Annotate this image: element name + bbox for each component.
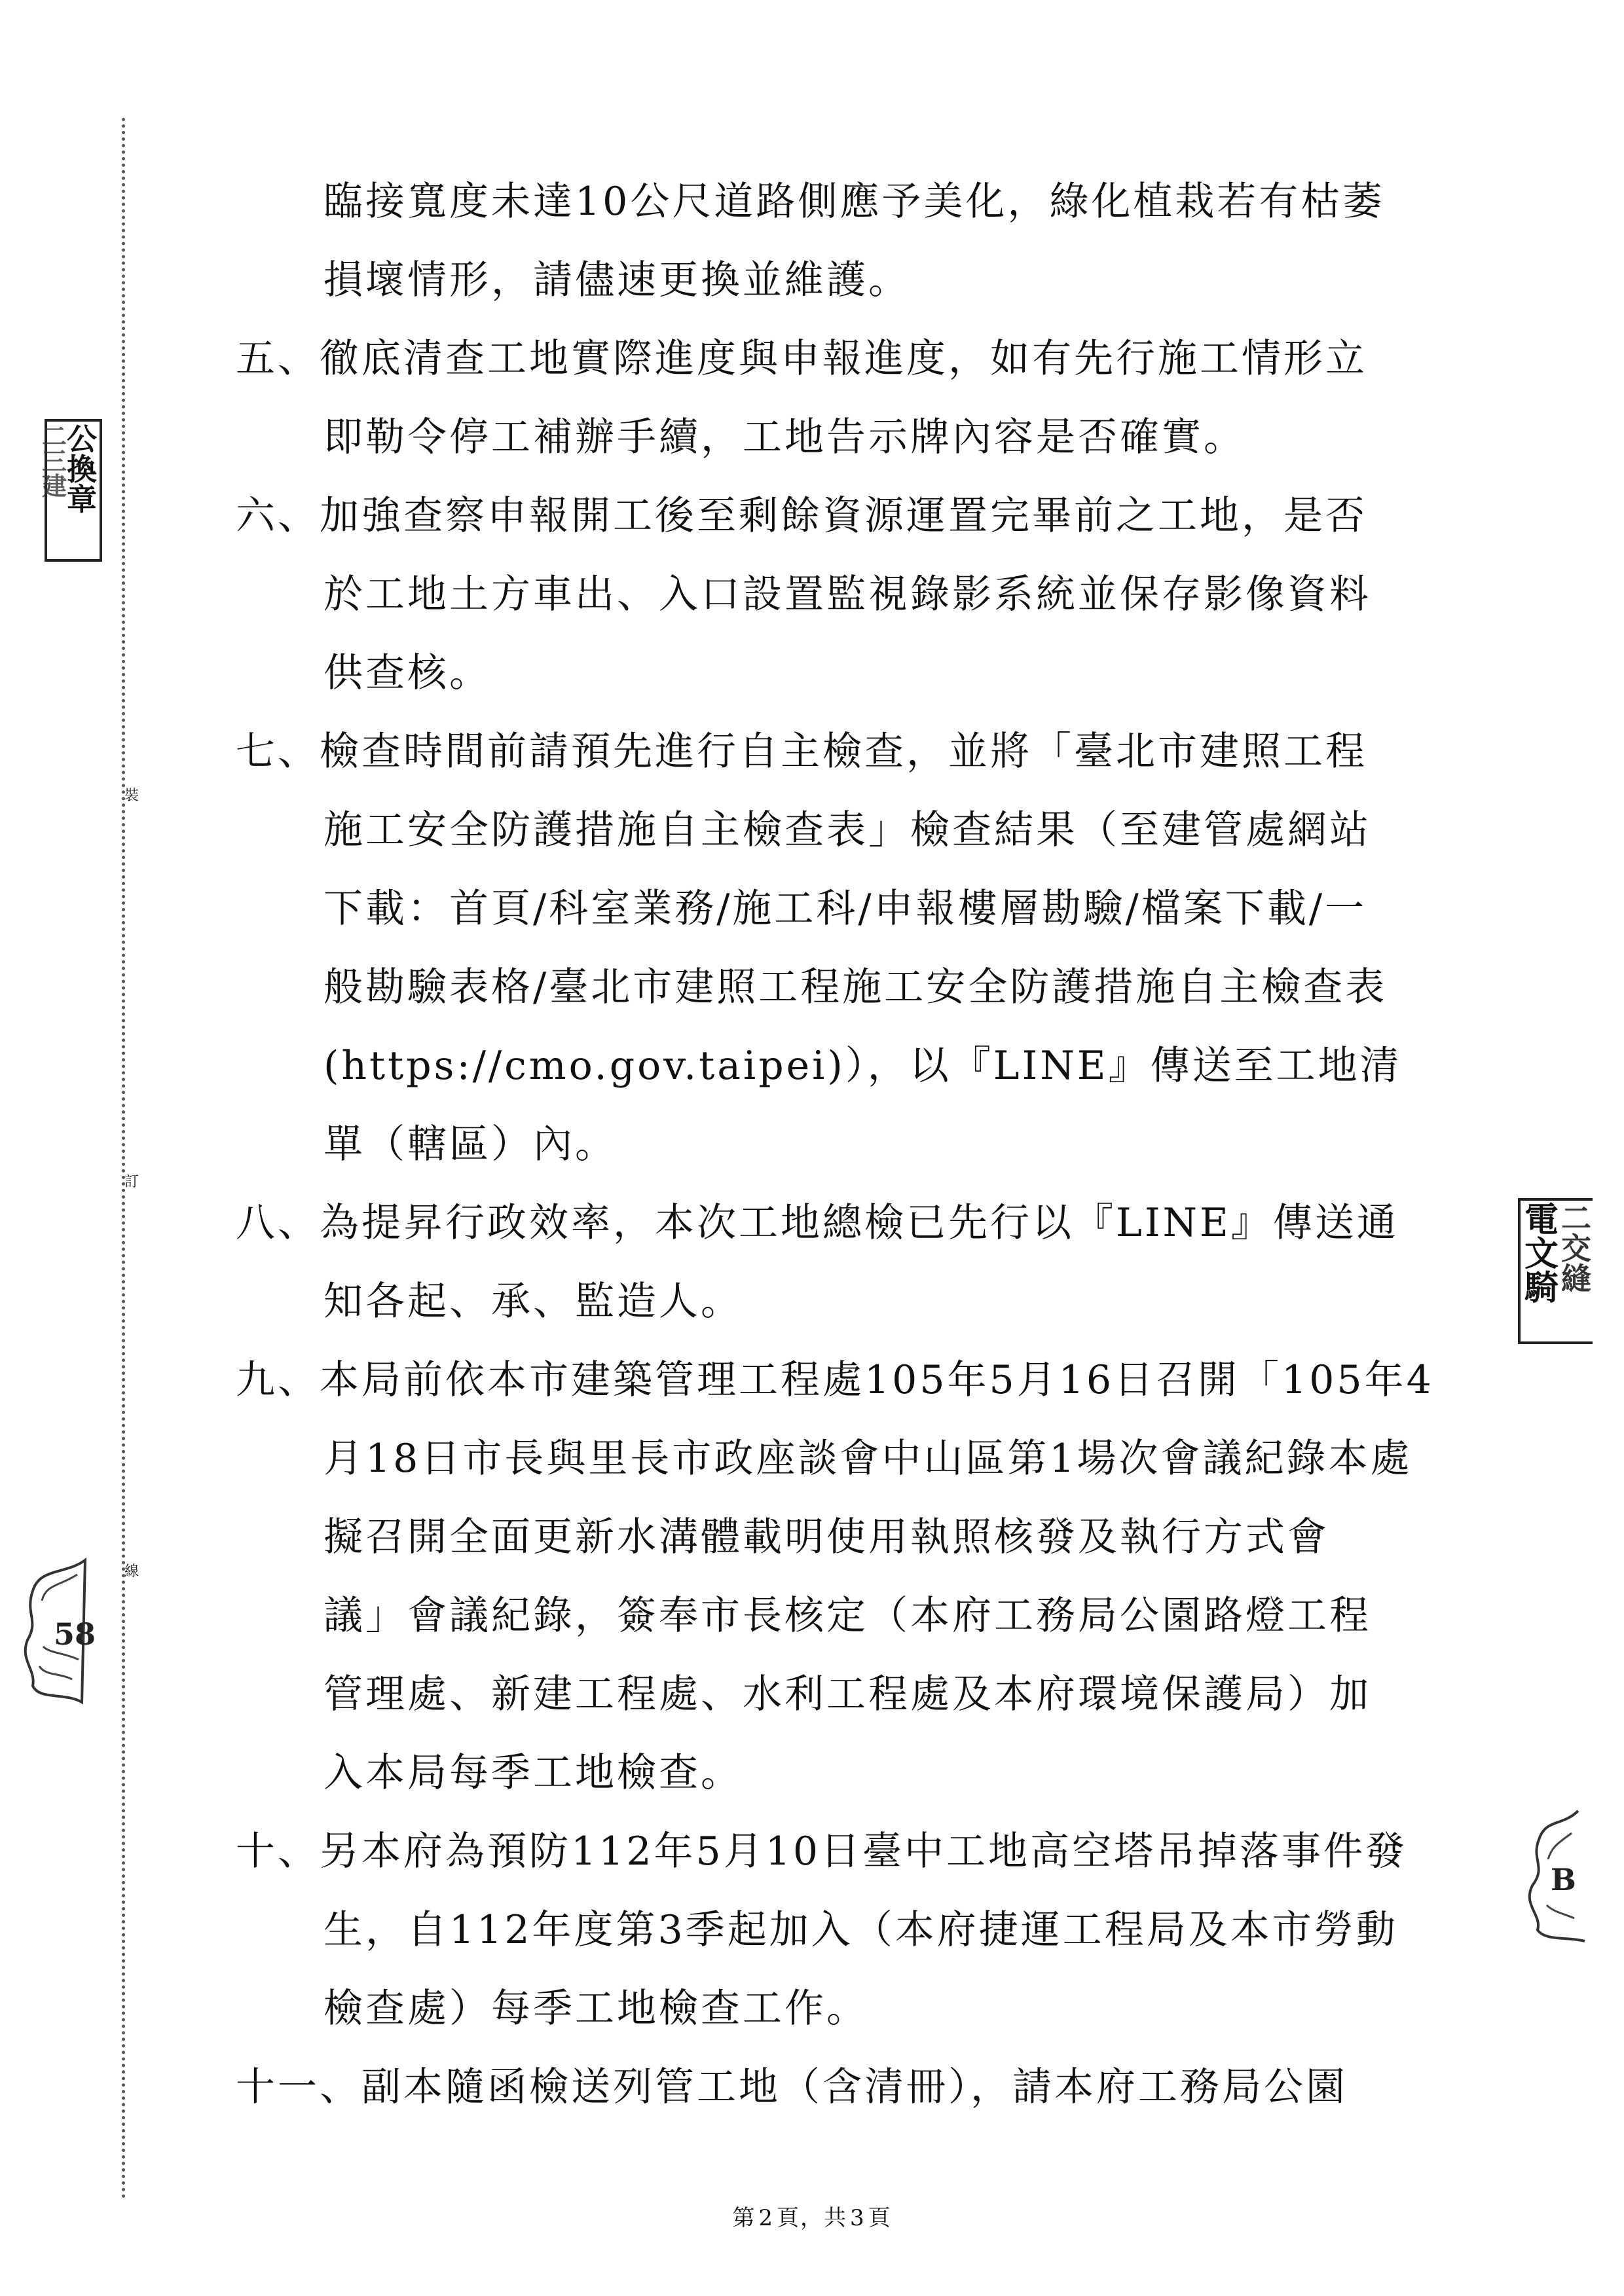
numbered-item-line: 九、本局前依本市建築管理工程處105年5月16日召開「105年4 bbox=[236, 1357, 1434, 1403]
continuation-line: 損壞情形，請儘速更換並維護。 bbox=[323, 257, 910, 303]
binding-mark-ding: 訂 bbox=[124, 1174, 139, 1190]
continuation-line: 即勒令停工補辦手續，工地告示牌內容是否確實。 bbox=[323, 414, 1246, 460]
stamp-right-partial-text: 二交縫 bbox=[1561, 1201, 1591, 1296]
numbered-item-line: 五、徹底清查工地實際進度與申報進度，如有先行施工情形立 bbox=[236, 336, 1367, 382]
continuation-line: 供查核。 bbox=[323, 650, 491, 696]
binding-mark-zhuang: 裝 bbox=[124, 788, 139, 804]
seal-right-letter: B bbox=[1551, 1862, 1576, 1897]
page-seal-left-icon bbox=[20, 1555, 105, 1705]
seal-stamp-right bbox=[1518, 1198, 1593, 1344]
numbered-item-line: 十、另本府為預防112年5月10日臺中工地高空塔吊掉落事件發 bbox=[236, 1829, 1408, 1874]
continuation-line: 議」會議紀錄，簽奉市長核定（本府工務局公園路燈工程 bbox=[323, 1593, 1371, 1639]
stamp-right-text: 電文騎 bbox=[1524, 1200, 1559, 1308]
continuation-line: 生，自112年度第3季起加入（本府捷運工程局及本市勞動 bbox=[323, 1907, 1398, 1953]
binding-mark-xian: 線 bbox=[124, 1563, 139, 1580]
continuation-line: (https://cmo.gov.taipei)），以『LINE』傳送至工地清 bbox=[323, 1043, 1402, 1089]
page-footer bbox=[0, 2205, 1624, 2231]
numbered-item-line: 十一、副本隨函檢送列管工地（含清冊），請本府工務局公園 bbox=[236, 2064, 1348, 2110]
numbered-item-line: 六、加強查察申報開工後至剩餘資源運置完畢前之工地，是否 bbox=[236, 493, 1367, 539]
page-number: 2 bbox=[758, 2205, 774, 2231]
seal-stamp-left bbox=[42, 419, 102, 562]
page-prefix: 第 bbox=[732, 2205, 756, 2231]
continuation-line: 知各起、承、監造人。 bbox=[323, 1279, 743, 1324]
continuation-line: 管理處、新建工程處、水利工程處及本府環境保護局）加 bbox=[323, 1671, 1371, 1717]
continuation-line: 入本局每季工地檢查。 bbox=[323, 1750, 743, 1796]
stamp-left-text: 公換章 bbox=[67, 422, 97, 517]
continuation-line: 單（轄區）內。 bbox=[323, 1121, 617, 1167]
numbered-item-line: 八、為提昇行政效率，本次工地總檢已先行以『LINE』傳送通 bbox=[236, 1200, 1399, 1246]
continuation-line: 臨接寬度未達10公尺道路側應予美化，綠化植栽若有枯萎 bbox=[323, 179, 1385, 225]
seal-left-number: 58 bbox=[54, 1616, 96, 1652]
numbered-item-line: 七、檢查時間前請預先進行自主檢查，並將「臺北市建照工程 bbox=[236, 729, 1367, 774]
page-suffix: 頁 bbox=[868, 2205, 892, 2231]
continuation-line: 擬召開全面更新水溝體載明使用執照核發及執行方式會 bbox=[323, 1514, 1329, 1560]
binding-dotted-line bbox=[122, 118, 125, 2200]
continuation-line: 月18日市長與里長市政座談會中山區第1場次會議紀錄本處 bbox=[323, 1436, 1412, 1482]
continuation-line: 般勘驗表格/臺北市建照工程施工安全防護措施自主檢查表 bbox=[323, 964, 1388, 1010]
stamp-left-partial-text: 二三建 bbox=[42, 422, 67, 501]
page-seal-right-icon bbox=[1506, 1807, 1591, 1944]
continuation-line: 檢查處）每季工地檢查工作。 bbox=[323, 1986, 868, 2032]
page-total: 3 bbox=[850, 2205, 866, 2231]
continuation-line: 下載：首頁/科室業務/施工科/申報樓層勘驗/檔案下載/一 bbox=[323, 886, 1367, 932]
continuation-line: 於工地土方車出、入口設置監視錄影系統並保存影像資料 bbox=[323, 572, 1371, 617]
continuation-line: 施工安全防護措施自主檢查表」檢查結果（至建管處網站 bbox=[323, 807, 1371, 853]
page-mid: 頁，共 bbox=[777, 2205, 847, 2231]
